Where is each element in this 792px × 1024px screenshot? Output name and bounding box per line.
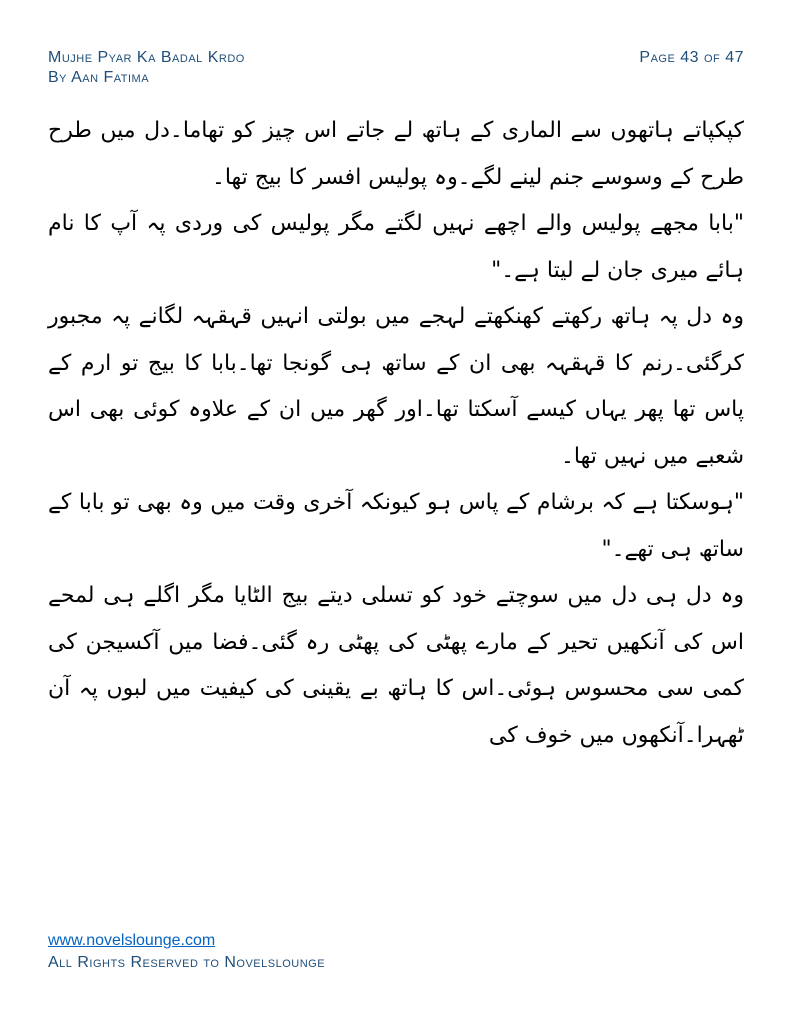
rights-notice: All Rights Reserved to Novelslounge <box>48 954 326 971</box>
website-link[interactable]: www.novelslounge.com <box>48 932 216 949</box>
page-header-left <box>48 48 245 88</box>
page-footer <box>48 930 325 974</box>
paragraph: "ہوسکتا ہے کہ برشام کے پاس ہو کیونکہ آخری وقت میں وہ بھی تو بابا کے ساتھ ہی تھے۔" <box>48 490 744 562</box>
paragraph: وہ دل پہ ہاتھ رکھتے کھنکھتے لہجے میں بولتی انہیں قہقہہ لگانے پہ مجبور کرگئی۔رنم کا قہقہہ بھی ان کے ساتھ ہی گونجا تھا۔بابا کا بیج تو ارم کے پاس تھا پھر یہاں کیسے آسکتا تھا۔اور گھر میں ان کے علاوہ کوئی بھی اس شعبے میں نہیں تھا۔ <box>48 304 744 469</box>
paragraph: کپکپاتے ہاتھوں سے الماری کے ہاتھ لے جاتے اس چیز کو تھاما۔دل میں طرح طرح کے وسوسے جنم لینے لگے۔وہ پولیس افسر کا بیج تھا۔ <box>48 118 744 190</box>
story-body <box>48 108 744 759</box>
novel-title: Mujhe Pyar Ka Badal Krdo <box>48 49 245 66</box>
page-number: Page 43 of 47 <box>639 49 744 66</box>
novel-author: By Aan Fatima <box>48 69 150 86</box>
paragraph: وہ دل ہی دل میں سوچتے خود کو تسلی دیتے بیج الٹایا مگر اگلے ہی لمحے اس کی آنکھیں تحیر کے مارے پھٹی کی پھٹی رہ گئی۔فضا میں آکسیجن کی کمی سی محسوس ہوئی۔اس کا ہاتھ بے یقینی کی کیفیت میں لبوں پہ آن ٹھہرا۔آنکھوں میں خوف کی <box>48 583 744 748</box>
paragraph: "بابا مجھے پولیس والے اچھے نہیں لگتے مگر پولیس کی وردی پہ آپ کا نام ہائے میری جان لے لیتا ہے۔" <box>48 211 744 283</box>
